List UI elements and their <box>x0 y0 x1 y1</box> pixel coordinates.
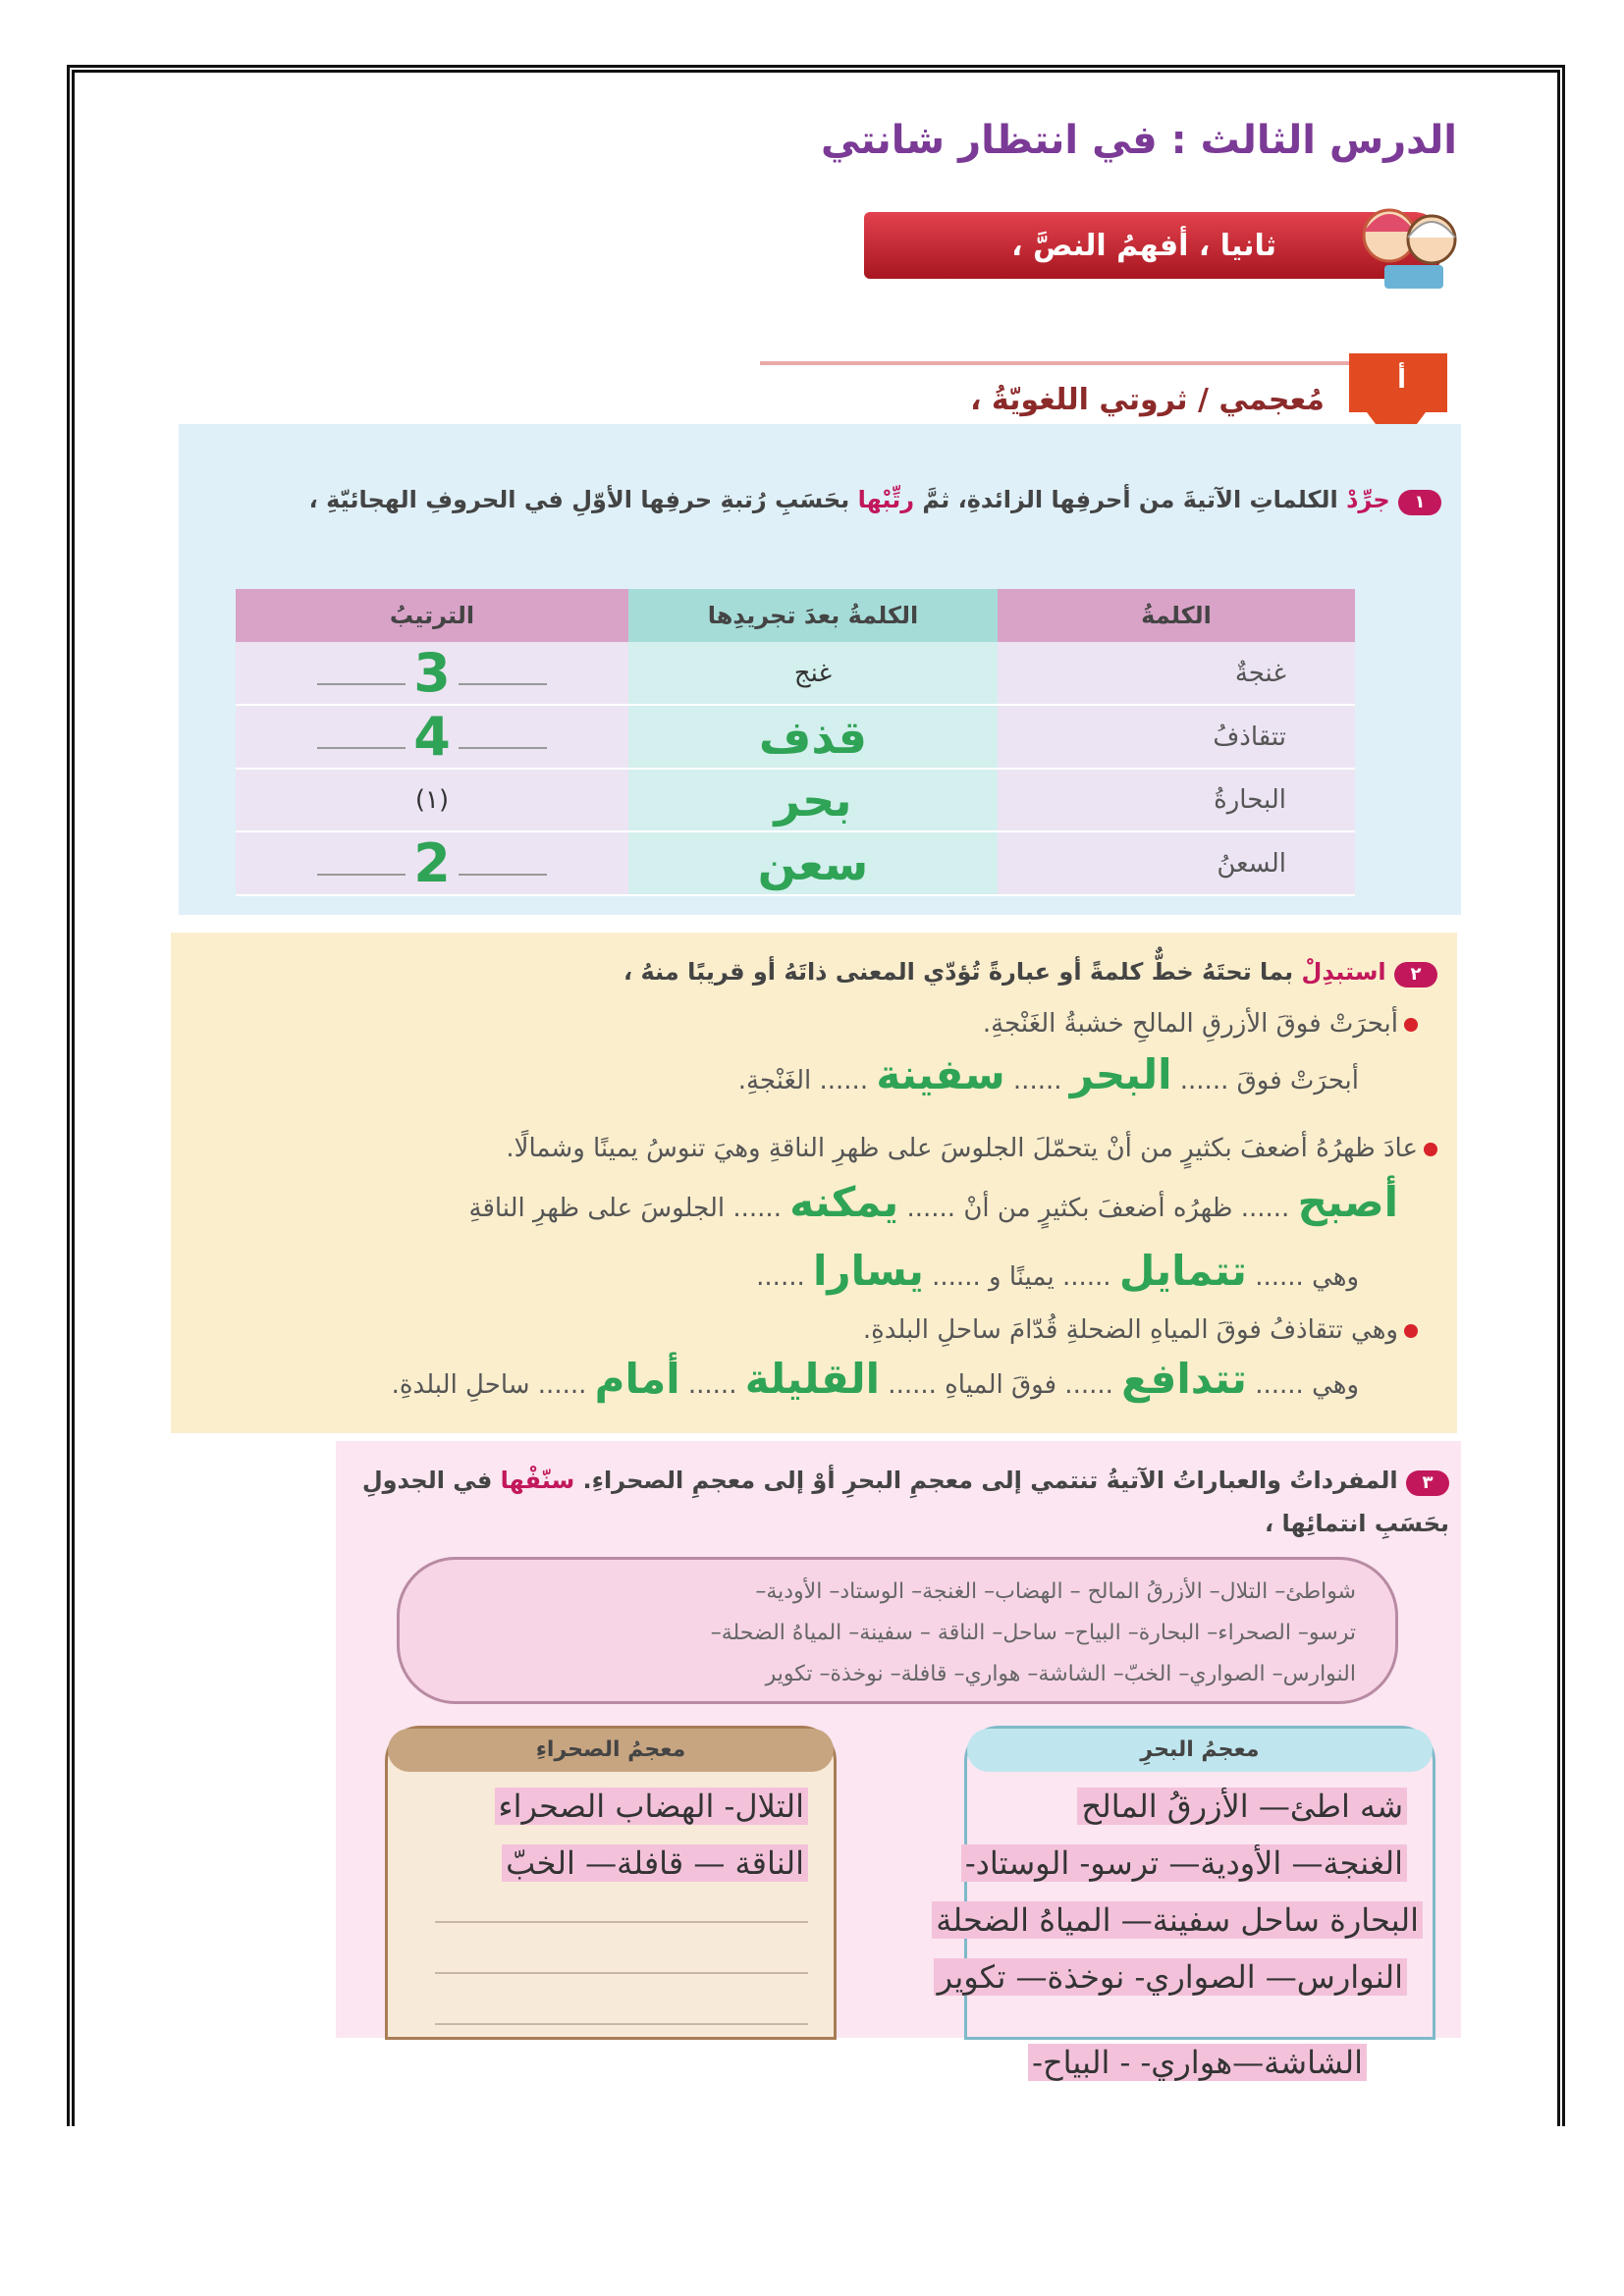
exercise-3-instruction: ٣ المفرداتُ والعباراتُ الآتيةُ تنتمي إلى معجمِ البحرِ أوْ إلى معجمِ الصحراءِ. سنّفْها في الجدولِ بحَسَبِ انتمائِها ، <box>361 1467 1449 1537</box>
exercise-2-instruction: ٢ استبدِلْ بما تحتَهُ خطٌّ كلمةً أو عبارةً تُؤدّي المعنى ذاتَهُ أو قريبًا منهُ ، <box>623 958 1437 988</box>
sea-lexicon-box <box>936 1726 1435 2040</box>
header-stripped: الكلمةُ بعدَ تجريدِها <box>628 589 998 642</box>
blank-line <box>435 1921 808 1923</box>
answer-3: وهي ...... تتمايل ...... يمينًا و ...... يسارا ...... <box>756 1247 1359 1295</box>
subsection-number: أ <box>1397 365 1406 395</box>
sentence-1: أبحرَتْ فوقَ الأزرقِ المالحِ خشبةُ الغَنْجةِ. <box>983 1009 1418 1039</box>
exercise-3-panel <box>336 1441 1461 2038</box>
exercise-2-panel <box>171 933 1457 1433</box>
stripped-answer: بحر <box>774 774 852 827</box>
word-bank: شواطئ– التلال– الأزرقُ المالح – الهضاب– الغنجة– الوستاد– الأودية– ترسو– الصحراء– البحارة– البياح– ساحل– الناقة – سفينة– المياهُ الضحلة– النوارس– الصواري– الخبّ– الشاشة– هواري– قافلة– نوخذة– تكوير <box>397 1557 1398 1704</box>
lesson-title: الدرس الثالث : في انتظار شانتي <box>820 118 1457 163</box>
rank-answer: 4 <box>413 706 451 768</box>
stripped-answer: سعن <box>757 836 869 890</box>
desert-lexicon-title: معجمُ الصحراءِ <box>388 1729 834 1772</box>
desert-line-2: الناقة — قافلة— الخبّ <box>502 1844 808 1882</box>
subsection-line <box>760 361 1349 365</box>
subsection-title: مُعجمي / ثروتي اللغويّةُ ، <box>970 383 1325 417</box>
blank-line <box>435 1972 808 1974</box>
sea-line-5: الشاشة—هواري- - البياح- <box>1028 2044 1367 2081</box>
exercise-1-number: ١ <box>1398 490 1441 515</box>
exercise-3-number: ٣ <box>1406 1470 1449 1496</box>
table-row: البحارةُ بحر (١) <box>236 769 1355 831</box>
subsection-header <box>760 353 1447 432</box>
table-row: السعنُ سعن 2 <box>236 831 1355 895</box>
sea-line-2: الغنجة— الأودية— ترسو- الوستاد- <box>961 1844 1407 1882</box>
answer-1: أبحرَتْ فوقَ ...... البحر ...... سفينة ...... الغَنْجةِ. <box>737 1050 1359 1098</box>
answer-2: أصبح ...... ظهرُه أضعفَ بكثيرٍ من أنْ ...... يمكنه ...... الجلوسَ على ظهرِ الناقةِ <box>468 1178 1398 1226</box>
section-ribbon-text: ثانيا ، أفهمُ النصَّ ، <box>1011 228 1276 263</box>
exercise-1-table <box>236 589 1355 896</box>
sea-line-4: النوارس— الصواري- نوخذة— تكوير <box>934 1958 1407 1996</box>
sea-lexicon-title: معجمُ البحرِ <box>967 1729 1433 1772</box>
sentence-3: وهي تتقاذفُ فوقَ المياهِ الضحلةِ قُدّامَ ساحلِ البلدةِ. <box>863 1315 1418 1345</box>
rank-answer: 2 <box>413 832 451 894</box>
sea-line-3: البحارة ساحل سفينة— المياهُ الضحلة <box>932 1901 1423 1939</box>
sea-line-1: شه اطئ— الأزرقُ المالح <box>1077 1788 1407 1825</box>
desert-line-1: التلال- الهضاب الصحراء <box>495 1788 808 1825</box>
table-row: تتقاذفُ قذف 4 <box>236 705 1355 769</box>
exercise-2-number: ٢ <box>1394 962 1437 988</box>
stripped-answer: قذف <box>758 710 868 764</box>
rank-answer: 3 <box>413 642 451 704</box>
blank-line <box>435 2023 808 2025</box>
header-rank: الترتيبُ <box>236 589 628 642</box>
children-reading-icon <box>1355 196 1463 294</box>
sentence-2: عادَ ظهرُهُ أضعفَ بكثيرٍ من أنْ يتحمّلَ الجلوسَ على ظهرِ الناقةِ وهيَ تنوسُ يمينًا وشمالًا. <box>506 1134 1437 1163</box>
header-word: الكلمةُ <box>998 589 1355 642</box>
answer-4: وهي ...... تتدافع ...... فوقَ المياهِ ...... القليلة ...... أمام ...... ساحلِ البلدةِ. <box>391 1355 1359 1403</box>
desert-lexicon-box <box>385 1726 837 2040</box>
exercise-1-instruction: ١ جرِّدْ الكلماتِ الآتيةَ من أحرفِها الزائدةِ، ثمَّ رتِّبْها بحَسَبِ رُتبةِ حرفِها الأوّلِ في الحروفِ الهجائيّةِ ، <box>204 477 1441 522</box>
table-row: غنجةٌ غنج 3 <box>236 642 1355 705</box>
